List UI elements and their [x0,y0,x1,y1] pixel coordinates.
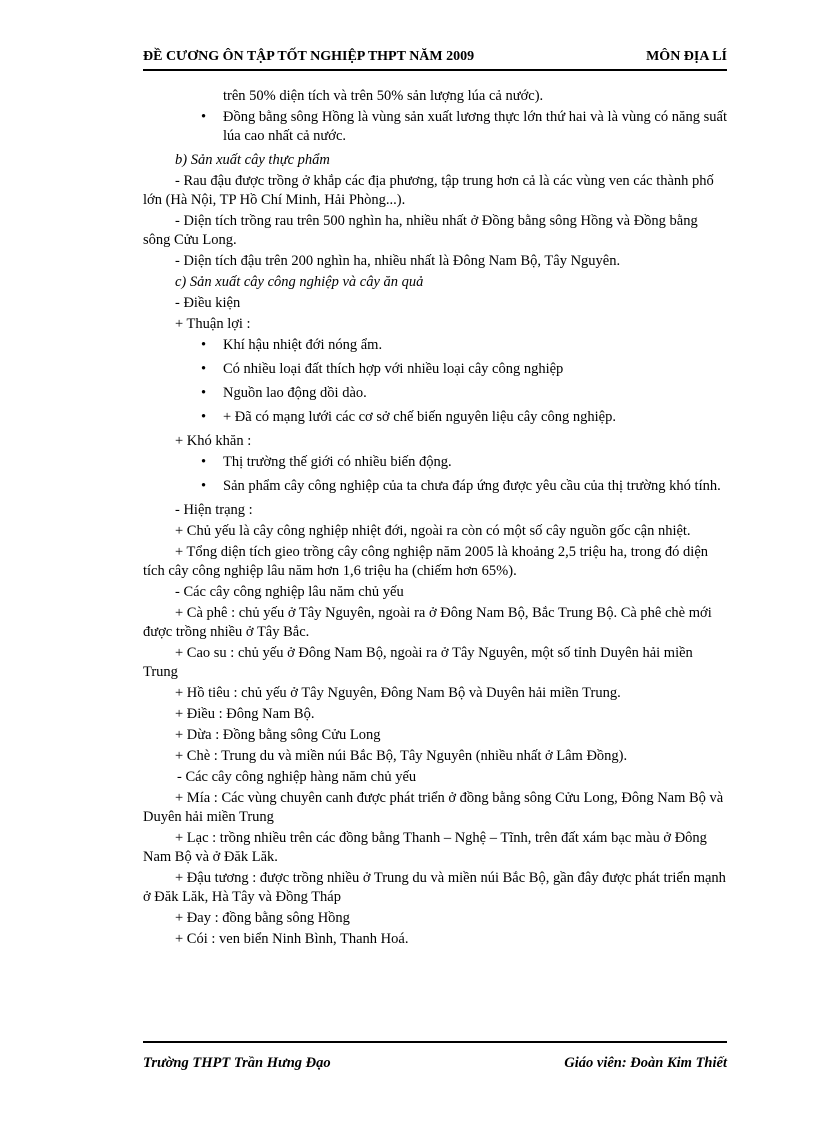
paragraph: + Chè : Trung du và miền núi Bắc Bộ, Tây Nguyên (nhiều nhất ở Lâm Đồng). [175,748,628,764]
bullet-item [143,108,727,146]
paragraph: - Rau đậu được trồng ở khắp các địa phương, tập trung hơn cả là các vùng ven các thành phố lớn (Hà Nội, TP Hồ Chí Minh, Hải Phòng...). [143,173,714,208]
paragraph: + Mía : Các vùng chuyên canh được phát triển ở đồng bằng sông Cửu Long, Đông Nam Bộ và Duyên hải miền Trung [143,790,724,825]
paragraph: trên 50% diện tích và trên 50% sản lượng lúa cả nước). [223,88,544,104]
footer-divider [143,1041,727,1043]
paragraph: + Đay : đồng bằng sông Hồng [175,910,350,926]
paragraph: + Đậu tương : được trồng nhiều ở Trung du và miền núi Bắc Bộ, gần đây được phát triển mạnh ở Đăk Lăk, Hà Tây và Đồng Tháp [143,870,726,905]
bullet-text: Nguồn lao động dồi dào. [223,385,367,401]
bullet-icon: • [201,409,207,425]
paragraph: + Hồ tiêu : chủ yếu ở Tây Nguyên, Đông Nam Bộ và Duyên hải miền Trung. [175,685,621,701]
paragraph: - Các cây công nghiệp hàng năm chủ yếu [177,769,417,785]
header-divider [143,69,727,71]
bullet-icon: • [201,454,207,470]
paragraph: + Cao su : chủ yếu ở Đông Nam Bộ, ngoài ra ở Tây Nguyên, một số tỉnh Duyên hải miền Trung [143,645,693,680]
paragraph: + Chủ yếu là cây công nghiệp nhiệt đới, ngoài ra còn có một số cây nguồn gốc cận nhiệt. [175,523,691,539]
bullet-text: Có nhiều loại đất thích hợp với nhiều loại cây công nghiệp [223,361,564,377]
bullet-icon: • [201,478,207,494]
paragraph: - Diện tích trồng rau trên 500 nghìn ha, nhiều nhất ở Đồng bằng sông Hồng và Đồng bằng sông Cửu Long. [143,213,698,248]
paragraph: + Cói : ven biển Ninh Bình, Thanh Hoá. [175,931,409,947]
bullet-text: + Đã có mạng lưới các cơ sở chế biến nguyên liệu cây công nghiệp. [223,409,616,425]
bullet-item [143,384,727,403]
footer-school: Trường THPT Trần Hưng Đạo [143,1055,331,1071]
bullet-item [143,453,727,472]
bullet-icon: • [201,361,207,377]
bullet-item [143,360,727,379]
bullet-text: Sản phẩm cây công nghiệp của ta chưa đáp ứng được yêu cầu của thị trường khó tính. [223,478,721,494]
paragraph: - Điều kiện [175,295,241,311]
paragraph: + Thuận lợi : [175,316,251,332]
header-subject: MÔN ĐỊA LÍ [646,49,727,64]
paragraph: - Hiện trạng : [175,502,253,518]
bullet-item [143,477,727,496]
paragraph: + Dừa : Đồng bằng sông Cửu Long [175,727,381,743]
bullet-text: Thị trường thế giới có nhiều biến động. [223,454,452,470]
document-body [143,87,727,951]
paragraph: - Các cây công nghiệp lâu năm chủ yếu [175,584,404,600]
paragraph: + Điều : Đông Nam Bộ. [175,706,315,722]
bullet-icon: • [201,337,207,353]
bullet-icon: • [201,385,207,401]
section-heading: b) Sản xuất cây thực phẩm [175,152,330,168]
bullet-item [143,408,727,427]
bullet-icon: • [201,109,207,125]
page-footer [143,1055,727,1072]
paragraph: - Diện tích đậu trên 200 nghìn ha, nhiều nhất là Đông Nam Bộ, Tây Nguyên. [175,253,621,269]
bullet-text: Đồng bằng sông Hồng là vùng sản xuất lương thực lớn thứ hai và là vùng có năng suất lúa cao nhất cả nước. [223,109,727,144]
bullet-item [143,336,727,355]
page-header [143,47,727,67]
section-heading: c) Sản xuất cây công nghiệp và cây ăn quả [175,274,424,290]
paragraph: + Tổng diện tích gieo trồng cây công nghiệp năm 2005 là khoảng 2,5 triệu ha, trong đó diện tích cây công nghiệp lâu năm hơn 1,6 triệu ha (chiếm hơn 65%). [143,544,709,579]
bullet-text: Khí hậu nhiệt đới nóng ẩm. [223,337,383,353]
footer-teacher: Giáo viên: Đoàn Kim Thiết [564,1055,727,1071]
header-title: ĐỀ CƯƠNG ÔN TẬP TỐT NGHIỆP THPT NĂM 2009 [143,49,475,64]
paragraph: + Khó khăn : [175,433,252,449]
paragraph: + Lạc : trồng nhiều trên các đồng bằng Thanh – Nghệ – Tĩnh, trên đất xám bạc màu ở Đông Nam Bộ và ở Đăk Lăk. [143,830,707,865]
paragraph: + Cà phê : chủ yếu ở Tây Nguyên, ngoài ra ở Đông Nam Bộ, Bắc Trung Bộ. Cà phê chè mới được trồng nhiều ở Tây Bắc. [143,605,712,640]
